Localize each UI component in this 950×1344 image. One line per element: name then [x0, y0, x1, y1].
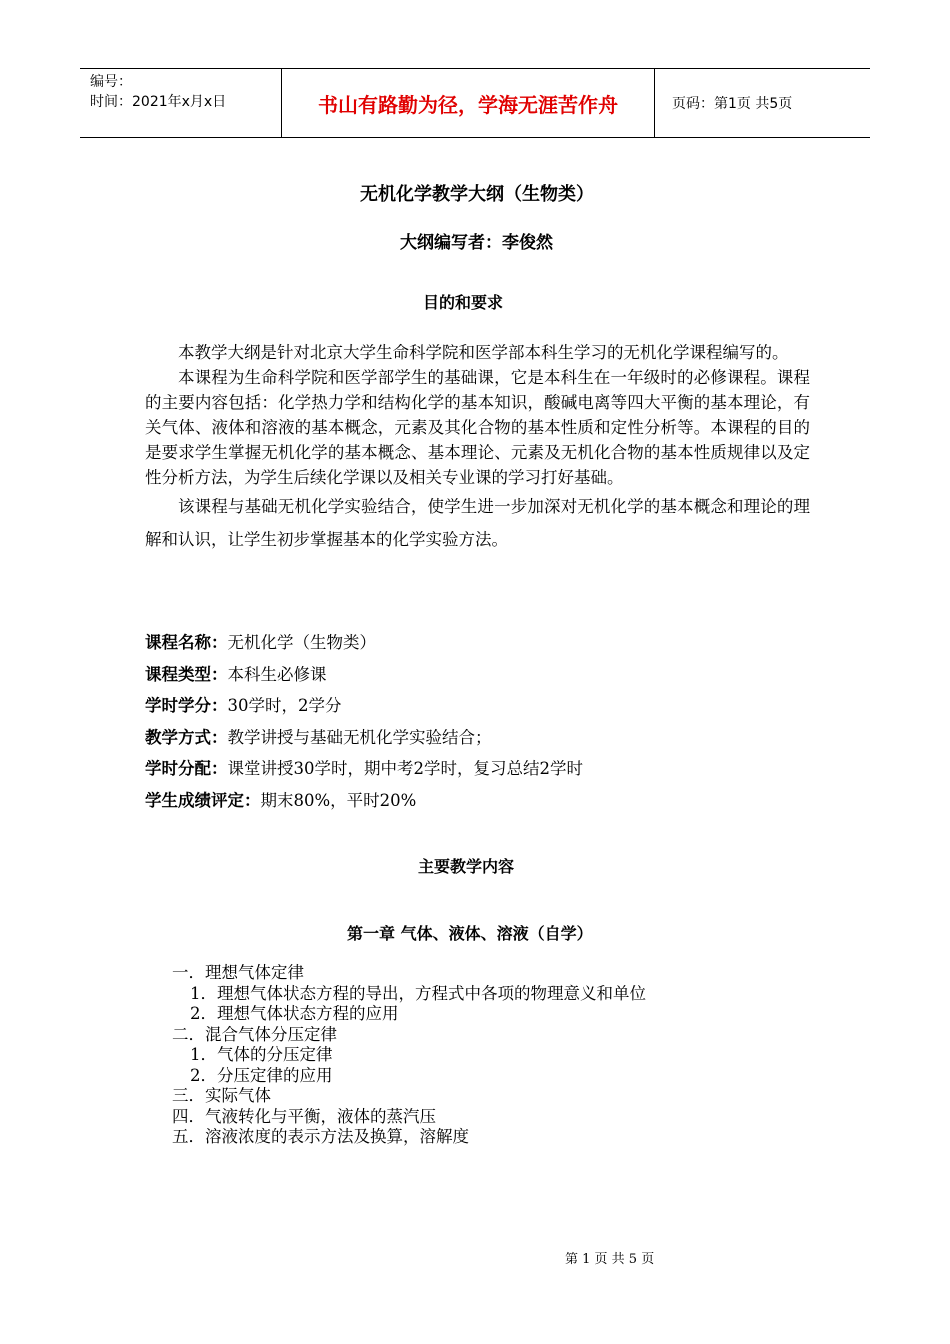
info-label: 教学方式： [145, 728, 228, 747]
course-info-grading [145, 791, 416, 811]
info-value: 课堂讲授30学时，期中考2学时，复习总结2学时 [227, 759, 583, 778]
info-label: 学时分配： [145, 759, 228, 778]
header-meta-cell [80, 69, 282, 137]
info-value: 30学时，2学分 [227, 696, 342, 715]
paragraph: 本课程为生命科学院和医学部学生的基础课，它是本科生在一年级时的必修课程。课程的主要内容包括：化学热力学和结构化学的基本知识，酸碱电离等四大平衡的基本理论，有关气体、液体和溶液的基本概念，元素及其化合物的基本性质和定性分析等。本课程的目的是要求学生掌握无机化学的基本概念、基本理论、元素及无机化合物的基本性质规律以及定性分析方法，为学生后续化学课以及相关专业课的学习打好基础。 [145, 368, 810, 487]
purpose-body [145, 340, 810, 556]
document-title: 无机化学教学大纲（生物类） [360, 184, 594, 205]
paragraph: 本教学大纲是针对北京大学生命科学院和医学部本科生学习的无机化学课程编写的。 [178, 343, 789, 362]
page-info: 页码：第1页 共5页 [672, 96, 793, 112]
outline-item: 一．理想气体定律 [172, 963, 304, 982]
info-label: 学时学分： [145, 696, 228, 715]
header-table [80, 68, 870, 138]
info-label: 课程类型： [145, 665, 228, 684]
outline-item: 四．气液转化与平衡，液体的蒸汽压 [172, 1107, 436, 1126]
outline-subitem: 2．分压定律的应用 [190, 1066, 333, 1085]
outline-subitem: 1．理想气体状态方程的导出，方程式中各项的物理意义和单位 [190, 984, 646, 1003]
outline-item: 五．溶液浓度的表示方法及换算，溶解度 [172, 1127, 469, 1146]
course-info-type [145, 665, 327, 685]
course-info-allocation [145, 759, 583, 779]
paragraph: 该课程与基础无机化学实验结合，使学生进一步加深对无机化学的基本概念和理论的理解和认识，让学生初步掌握基本的化学实验方法。 [145, 497, 810, 549]
number-label: 编号： [90, 74, 132, 90]
course-info-method [145, 728, 492, 748]
info-value: 无机化学（生物类） [227, 633, 376, 652]
page-info-cell [664, 69, 870, 137]
course-info-name [145, 633, 376, 653]
course-info-hours [145, 696, 342, 716]
outline-subitem: 1．气体的分压定律 [190, 1045, 333, 1064]
purpose-heading: 目的和要求 [423, 293, 504, 312]
outline-subitem: 2．理想气体状态方程的应用 [190, 1004, 399, 1023]
outline-item: 二．混合气体分压定律 [172, 1025, 337, 1044]
chapter-title: 第一章 气体、液体、溶液（自学） [347, 924, 593, 943]
author-line: 大纲编写者：李俊然 [400, 233, 553, 253]
date-label: 时间：2021年x月x日 [90, 94, 227, 110]
info-value: 教学讲授与基础无机化学实验结合； [227, 728, 492, 747]
page-footer: 第 1 页 共 5 页 [565, 1252, 655, 1267]
info-value: 期末80%，平时20% [260, 791, 417, 810]
info-label: 学生成绩评定： [145, 791, 261, 810]
info-value: 本科生必修课 [227, 665, 327, 684]
outline-item: 三．实际气体 [172, 1086, 271, 1105]
motto: 书山有路勤为径，学海无涯苦作舟 [282, 69, 655, 137]
main-content-heading: 主要教学内容 [418, 857, 515, 876]
info-label: 课程名称： [145, 633, 228, 652]
